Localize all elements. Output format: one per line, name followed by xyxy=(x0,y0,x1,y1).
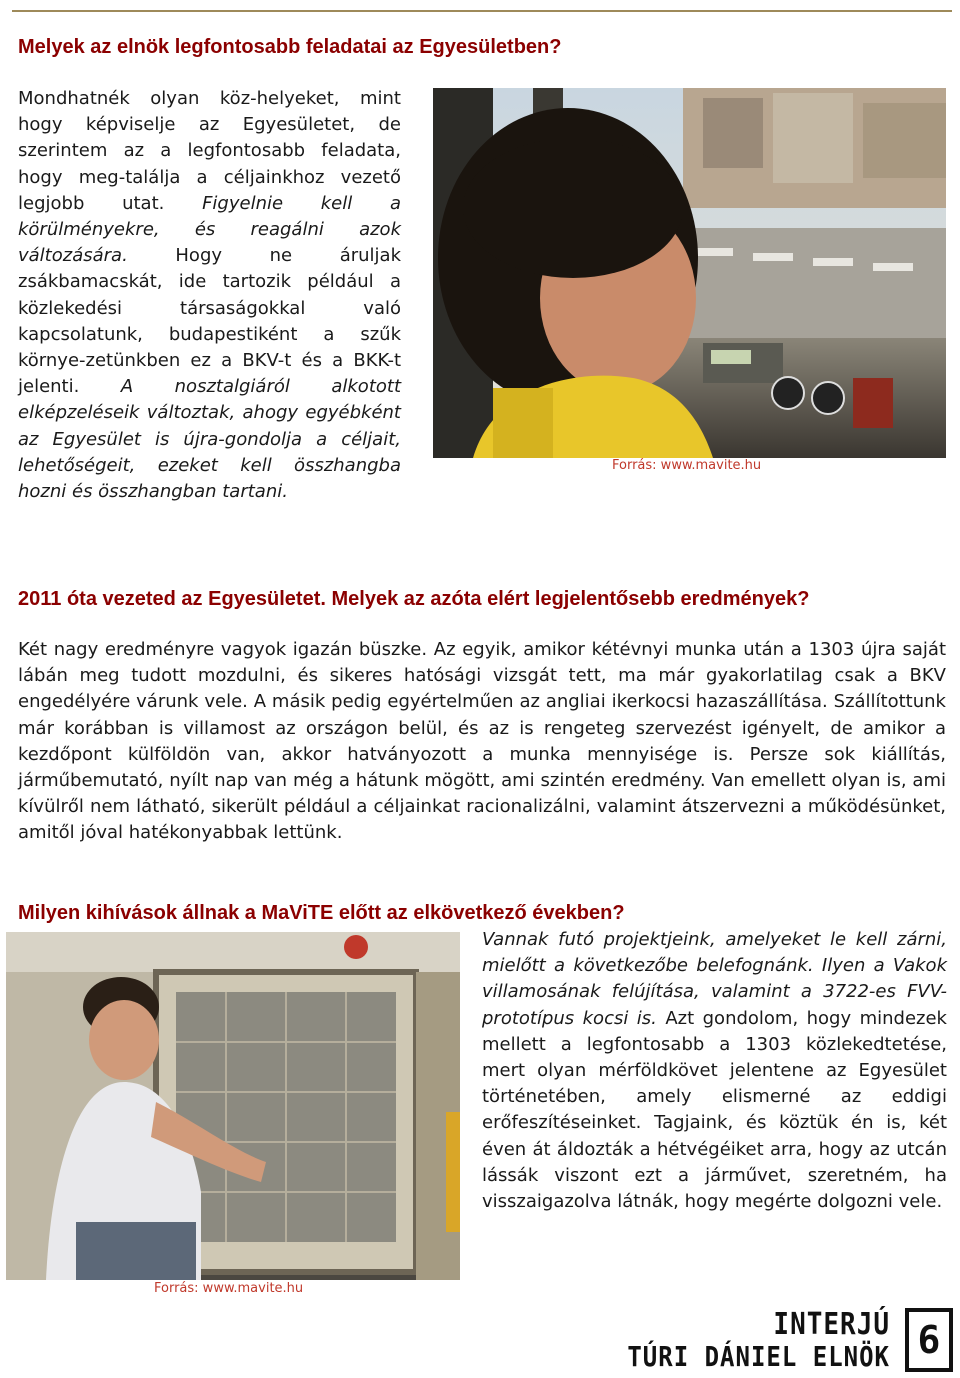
section2-paragraph-seg: A másik pedig egyértelműen az angliai ikerkocsi hazaszállítása. xyxy=(253,691,834,713)
section2-paragraph-seg: Két nagy eredményre vagyok igazán büszke. xyxy=(18,639,434,660)
section3-paragraph-seg: Ilyen a Vakok villamosának felújítása, valamint a 3722-es FVV-prototípus kocsi is. xyxy=(482,955,947,1029)
page-number: 6 xyxy=(905,1308,953,1372)
section3-paragraph-seg: Azt gondolom, hogy mindezek mellett a legfontosabb a 1303 közlekedtetése, mert olyan mérföldkövet jelentene az Egyesület történetében, amely elismerné az eddigi erőfeszítéseinket. xyxy=(482,1007,947,1134)
tram-driver-photo xyxy=(433,88,946,458)
photo-caption: Forrás: www.mavite.hu xyxy=(612,458,762,473)
section1-paragraph-seg: Hogy ne áruljak zsákbamacskát, ide tartozik például a közlekedési társaságokkal való kapcsolatunk, budapestiként a szűk környe-zetünkben ez a BKV-t és a BKK-t jelenti. xyxy=(18,245,401,398)
section3-heading: Milyen kihívások állnak a MaViTE előtt az elkövetkező években? xyxy=(18,902,625,924)
section1-paragraph-seg: A nosztalgiáról alkotott elképzeléseik változtak, ahogy egyébként az Egyesület is újra-gondolja a céljait, lehetőségeit, ezeket kell összhangba hozni és összhangban tartani. xyxy=(18,376,402,503)
section1-paragraph-seg: Mondhatnék olyan köz-helyeket, mint hogy képviselje az Egyesületet, de szerintem az a legfontosabb feladata, hogy meg-találja a céljainkhoz vezető legjobb utat. xyxy=(18,88,401,214)
footer-section-label: INTERJÚ xyxy=(773,1307,890,1343)
section2-paragraph-seg: Persze sok kiállítás, járműbemutató, nyílt nap van még a hátunk mögött, ami szintén eredmény. xyxy=(18,743,946,792)
section3-paragraph-seg: Tagjaink, és köztük én is, két éven át áldozták a hétvégéiket arra, hogy az utcán lássák viszont ezt a járművet, szeretném, ha visszaigazolva látnák, hogy megérte dolgozni vele. xyxy=(482,1112,948,1213)
top-rule xyxy=(12,10,952,12)
section1-paragraph xyxy=(18,86,401,505)
section3-paragraph xyxy=(482,927,947,1215)
section2-paragraph-seg: Az egyik, amikor kétévnyi munka után a 1303 újra saját lábán meg tudott mozdulni, és sikeres hatósági vizsgát tett, ma már gyakorlatilag csak a BKV engedélyére várunk vele. xyxy=(18,639,946,713)
tram-restoration-photo xyxy=(6,932,460,1280)
footer-interviewee-label: TÚRI DÁNIEL ELNÖK xyxy=(627,1340,890,1374)
section2-paragraph-seg: Van emellett olyan is, ami kívülről nem látható, sikerült például a céljainkat racionalizálni, valamint átszervezni a működésünket, amitől jóval hatékonyabbak lettünk. xyxy=(18,770,946,844)
section3-paragraph-seg: Vannak futó projektjeink, amelyeket le kell zárni, mielőtt a következőbe belefognánk. xyxy=(482,929,947,977)
photo-caption: Forrás: www.mavite.hu xyxy=(154,1281,304,1296)
section2-paragraph-seg: Szállítottunk már korábban is villamost az országon belül, és az is rengeteg szervezést igényelt, de amikor a kezdőpont külföldön van, akkor hatványozott a munka mennyisége is. xyxy=(18,691,946,765)
section2-paragraph xyxy=(18,637,946,847)
section1-heading: Melyek az elnök legfontosabb feladatai az Egyesületben? xyxy=(18,36,562,58)
section2-heading: 2011 óta vezeted az Egyesületet. Melyek az azóta elért legjelentősebb eredmények? xyxy=(18,588,810,610)
section1-paragraph-seg: Figyelnie kell a körülményekre, és reagálni azok változására. xyxy=(18,192,401,267)
